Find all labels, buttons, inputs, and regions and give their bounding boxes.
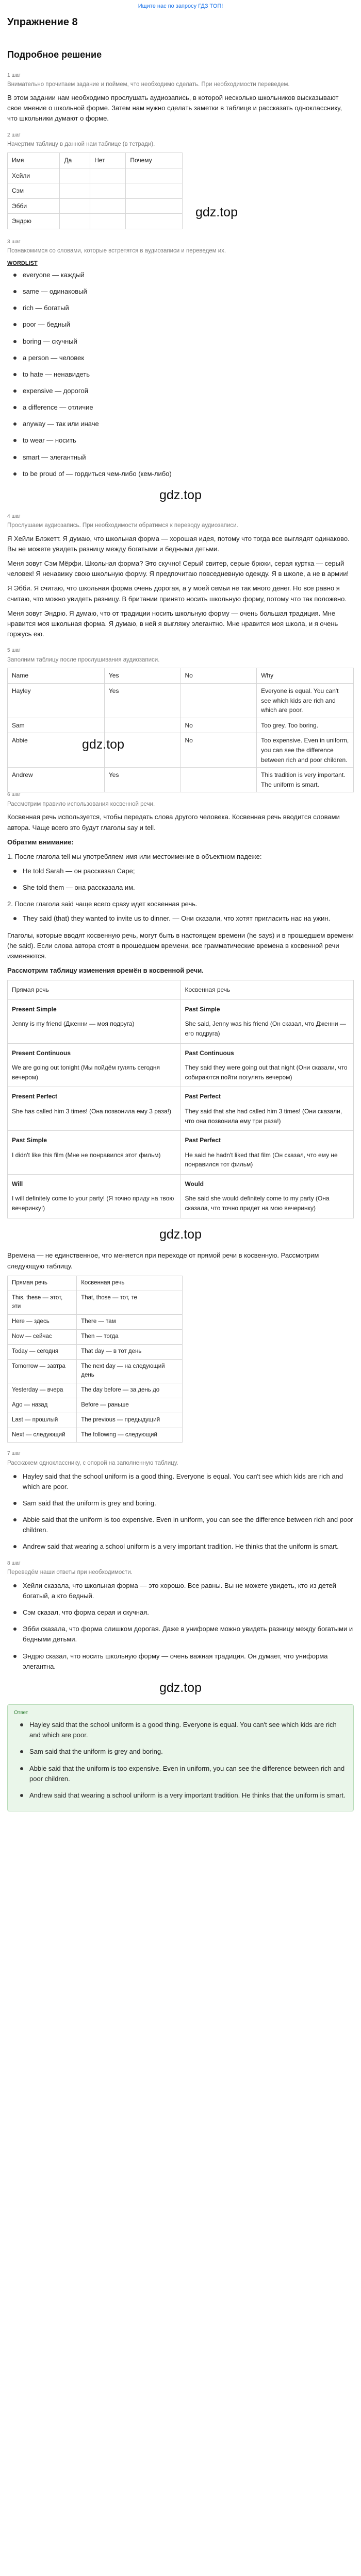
- answer-list: [14, 1720, 347, 1801]
- step-label: 3 шаг: [7, 239, 21, 245]
- paragraph: Времена — не единственное, что меняется при переходе от прямой речи в косвенную. Рассмотрим следующую таблицу.: [7, 1251, 319, 1270]
- table-cell: Yes: [104, 768, 180, 792]
- tense-table: [7, 980, 354, 1218]
- step-description: Расскажем однокласснику, с опорой на заполненную таблицу.: [7, 1460, 178, 1466]
- step-label: 1 шаг: [7, 72, 21, 78]
- table-header: No: [180, 668, 257, 684]
- example: She said, Jenny was his friend (Он сказал, что Дженни — его подруга): [185, 1020, 346, 1037]
- note-title: Обратим внимание:: [7, 838, 74, 846]
- page-subtitle: Подробное решение: [7, 49, 102, 60]
- wordlist-title: WORDLIST: [7, 260, 38, 266]
- table-cell: Next — следующий: [8, 1428, 77, 1443]
- tense-name: Present Simple: [12, 1005, 57, 1013]
- tense-name: Past Simple: [12, 1137, 47, 1144]
- watermark: gdz.top: [159, 487, 202, 502]
- list-item: expensive — дорогой: [13, 386, 354, 396]
- list-item: Hayley said that the school uniform is a good thing. Everyone is equal. You can't see which kids are rich and which are poor.: [13, 1471, 354, 1492]
- retell-list: [7, 1471, 354, 1552]
- tense-name: Present Perfect: [12, 1093, 58, 1100]
- list-item: to hate — ненавидеть: [13, 369, 354, 380]
- step-description: Прослушаем аудиозапись. При необходимости обратимся к переводу аудиозаписи.: [7, 522, 238, 529]
- table-row: [8, 1383, 183, 1398]
- table-cell: Too expensive. Even in uniform, you can see the difference between rich and poor children.: [257, 733, 354, 768]
- example: We are going out tonight (Мы пойдём гулять сегодня вечером): [12, 1064, 160, 1081]
- watermark: gdz.top: [195, 205, 238, 219]
- rule-1: 1. После глагола tell мы употребляем имя или местоимение в объектном падеже:: [7, 852, 262, 860]
- table-cell: The day before — за день до: [77, 1383, 183, 1398]
- step-label: 6 шаг: [7, 792, 21, 798]
- list-item: They said (that) they wanted to invite us to dinner. — Они сказали, что хотят пригласить нас на ужин.: [13, 913, 354, 924]
- table-cell: Andrew: [8, 768, 105, 792]
- step-6: [7, 791, 354, 976]
- table-cell: Yes: [104, 684, 180, 718]
- table-cell: No: [180, 733, 257, 768]
- list-item: Sam said that the uniform is grey and boring.: [13, 1498, 354, 1509]
- table-header: Why: [257, 668, 354, 684]
- table-header: Косвенная речь: [180, 980, 354, 1000]
- table-row: [8, 1359, 183, 1383]
- list-item: poor — бедный: [13, 319, 354, 330]
- step-1: [7, 72, 354, 124]
- rule-2: 2. После глагола said чаще всего сразу идет косвенная речь.: [7, 900, 198, 908]
- table-cell: Хейли: [8, 168, 60, 183]
- table-cell: Tomorrow — завтра: [8, 1359, 77, 1383]
- table-row: [8, 1344, 183, 1359]
- example: He said he hadn't liked that film (Он сказал, что ему не понравился тот фильм): [185, 1151, 338, 1168]
- table-cell: [180, 768, 257, 792]
- table-cell: There — там: [77, 1315, 183, 1330]
- table-row: [8, 718, 354, 733]
- example: She said she would definitely come to my party (Она сказала, что точно придет на мою вечеринку): [185, 1195, 330, 1212]
- table-header: Да: [60, 152, 90, 168]
- tense-name: Present Continuous: [12, 1049, 71, 1057]
- list-item: Andrew said that wearing a school uniform is a very important tradition. He thinks that the uniform is smart.: [13, 1541, 354, 1552]
- list-item: Andrew said that wearing a school uniform is a very important tradition. He thinks that the uniform is smart.: [20, 1790, 347, 1801]
- step-4: [7, 513, 354, 640]
- list-item: to wear — носить: [13, 435, 354, 446]
- table-row: [8, 1329, 183, 1344]
- list-item: He told Sarah — он рассказал Саре;: [13, 866, 354, 876]
- page-title: Упражнение 8: [7, 16, 78, 28]
- tense-name: Will: [12, 1180, 23, 1188]
- top-search-link[interactable]: Ищите нас по запросу ГДЗ ТОП!: [138, 3, 223, 9]
- table-cell: The next day — на следующий день: [77, 1359, 183, 1383]
- list-item: She told them — она рассказала им.: [13, 883, 354, 893]
- table-row: [8, 768, 354, 792]
- table-cell: Now — сейчас: [8, 1329, 77, 1344]
- table-row: [8, 1398, 183, 1413]
- table-cell: Сэм: [8, 183, 60, 199]
- table-cell: Here — здесь: [8, 1315, 77, 1330]
- table-row: [8, 1043, 354, 1087]
- example: She has called him 3 times! (Она позвонила ему 3 раза!): [12, 1107, 171, 1115]
- table-cell: The previous — предыдущий: [77, 1413, 183, 1428]
- step-8: [7, 1560, 354, 1672]
- table-cell: Abbie: [8, 733, 105, 768]
- table-cell: Today — сегодня: [8, 1344, 77, 1359]
- table-header: Прямая речь: [8, 980, 181, 1000]
- table-row: [8, 1174, 354, 1218]
- table-cell: Ago — назад: [8, 1398, 77, 1413]
- step-description: Переведём наши ответы при необходимости.: [7, 1569, 133, 1576]
- list-item: rich — богатый: [13, 303, 354, 313]
- paragraph: Меня зовут Сэм Мёрфи. Школьная форма? Это скучно! Серый свитер, серые брюки, серая куртка — серый человек! Я ненавижу свою школьную форму. Я предпочитаю повседневную одежду. Я в школе, а не в армии!: [7, 560, 349, 578]
- table-row: [8, 1413, 183, 1428]
- list-item: Hayley said that the school uniform is a good thing. Everyone is equal. You can't see which kids are rich and which are poor.: [20, 1720, 347, 1740]
- step-5: [7, 647, 354, 792]
- list-item: a difference — отличие: [13, 402, 354, 413]
- wordlist: [7, 270, 354, 479]
- conversion-table: [7, 1276, 183, 1443]
- step-label: 4 шаг: [7, 513, 21, 519]
- table-header: Yes: [104, 668, 180, 684]
- list-item: boring — скучный: [13, 336, 354, 347]
- paragraph: Меня зовут Эндрю. Я думаю, что от традиции носить школьную форму — очень большая традиция. Мне нравится моя школьная форма. Я думаю, в ней я выгляжу элегантно. Мне нравится моя школа, и я очень горжусь ею.: [7, 609, 338, 638]
- table-row: [8, 1428, 183, 1443]
- watermark: gdz.top: [159, 1227, 202, 1242]
- example: They said they were going out that night (Они сказали, что собираются пойти погулять вечером): [185, 1064, 348, 1081]
- rule-2-examples: [7, 913, 354, 924]
- table-title: Рассмотрим таблицу изменения времён в косвенной речи.: [7, 967, 204, 975]
- watermark: gdz.top: [81, 737, 124, 752]
- list-item: everyone — каждый: [13, 270, 354, 280]
- step-description: Начертим таблицу в данной нам таблице (в тетради).: [7, 141, 155, 148]
- table-cell: This tradition is very important. The uniform is smart.: [257, 768, 354, 792]
- table-cell: Then — тогда: [77, 1329, 183, 1344]
- list-item: smart — элегантный: [13, 452, 354, 463]
- tense-name: Past Perfect: [185, 1093, 221, 1100]
- list-item: a person — человек: [13, 353, 354, 363]
- table-cell: The following — следующий: [77, 1428, 183, 1443]
- step-description: Рассмотрим правило использования косвенной речи.: [7, 801, 155, 807]
- table-cell: Too grey. Too boring.: [257, 718, 354, 733]
- step-description: Внимательно прочитаем задание и поймем, что необходимо сделать. При необходимости переведем.: [7, 81, 290, 88]
- table-row: [8, 1131, 354, 1175]
- paragraph: Я Эбби. Я считаю, что школьная форма очень дорогая, а у моей семьи не так много денег. Но все равно я считаю, что можно увидеть разницу. В британии принято носить школьную форму, потому что так положено.: [7, 584, 347, 603]
- table-cell: That, those — тот, те: [77, 1291, 183, 1315]
- table-header: Нет: [90, 152, 126, 168]
- table-header: Косвенная речь: [77, 1276, 183, 1291]
- table-cell: Everyone is equal. You can't see which kids are rich and which are poor.: [257, 684, 354, 718]
- step-description: Познакомимся со словами, которые встретятся в аудиозаписи и переведем их.: [7, 248, 226, 255]
- table-header: Почему: [126, 152, 183, 168]
- table-row: [8, 999, 354, 1043]
- list-item: to be proud of — гордиться чем-либо (кем-либо): [13, 469, 354, 479]
- table-cell: No: [180, 718, 257, 733]
- translation-list: [7, 1581, 354, 1672]
- table-cell: Sam: [8, 718, 105, 733]
- list-item: Sam said that the uniform is grey and boring.: [20, 1747, 347, 1757]
- list-item: Abbie said that the uniform is too expensive. Even in uniform, you can see the difference between rich and poor children.: [13, 1515, 354, 1535]
- answer-label: Ответ: [14, 1709, 28, 1716]
- filled-table: [7, 668, 354, 792]
- rule-1-examples: [7, 866, 354, 893]
- table-cell: Before — раньше: [77, 1398, 183, 1413]
- table-header: Прямая речь: [8, 1276, 77, 1291]
- watermark: gdz.top: [159, 1680, 202, 1695]
- step-label: 5 шаг: [7, 648, 21, 654]
- table-cell: [104, 718, 180, 733]
- table-row: [8, 1291, 183, 1315]
- list-item: Хейли сказала, что школьная форма — это хорошо. Все равны. Вы не можете увидеть, кто из детей богатый, а кто бедный.: [13, 1581, 354, 1601]
- table-cell: Last — прошлый: [8, 1413, 77, 1428]
- list-item: Эбби сказала, что форма слишком дорогая. Даже в униформе можно увидеть разницу между богатыми и бедными детьми.: [13, 1624, 354, 1645]
- example: I will definitely come to your party! (Я точно приду на твою вечеринку!): [12, 1195, 174, 1212]
- table-cell: [180, 684, 257, 718]
- answer-box: [7, 1704, 354, 1811]
- table-row: [8, 1087, 354, 1131]
- step-label: 7 шаг: [7, 1451, 21, 1457]
- example: They said that she had called him 3 times! (Они сказали, что она позвонила ему три раза!): [185, 1107, 342, 1125]
- tense-name: Would: [185, 1180, 204, 1188]
- step-7: [7, 1450, 354, 1552]
- example: Jenny is my friend (Дженни — моя подруга): [12, 1020, 135, 1028]
- paragraph: Глаголы, которые вводят косвенную речь, могут быть в настоящем времени (he says) и в прошедшем времени (he said). Если слова автора стоят в прошедшем времени, все грамматические времена в косвенной речи изменяются.: [7, 931, 354, 960]
- table-cell: Yesterday — вчера: [8, 1383, 77, 1398]
- paragraph: Я Хейли Блэкетт. Я думаю, что школьная форма — хорошая идея, потому что тогда все выглядят одинаково. Вы не можете увидеть разницу между богатыми и бедными детьми.: [7, 534, 350, 553]
- tense-name: Past Continuous: [185, 1049, 234, 1057]
- list-item: Эндрю сказал, что носить школьную форму — очень важная традиция. Он думает, что униформа элегантна.: [13, 1651, 354, 1672]
- list-item: Сэм сказал, что форма серая и скучная.: [13, 1607, 354, 1618]
- table-header: Name: [8, 668, 105, 684]
- step-3: [7, 238, 354, 479]
- tense-name: Past Simple: [185, 1005, 220, 1013]
- paragraph: Косвенная речь используется, чтобы передать слова другого человека. Косвенная речь вводится словами автора. Чаще всего это будут глаголы say и tell.: [7, 813, 340, 832]
- example: I didn't like this film (Мне не понравился этот фильм): [12, 1151, 161, 1159]
- list-item: same — одинаковый: [13, 286, 354, 297]
- step-description: Заполним таблицу после прослушивания аудиозаписи.: [7, 656, 160, 663]
- table-cell: That day — в тот день: [77, 1344, 183, 1359]
- step-label: 8 шаг: [7, 1560, 21, 1566]
- list-item: anyway — так или иначе: [13, 419, 354, 429]
- table-row: [8, 684, 354, 718]
- table-cell: Эндрю: [8, 214, 60, 229]
- table-cell: Эбби: [8, 198, 60, 214]
- table-cell: Hayley: [8, 684, 105, 718]
- step-label: 2 шаг: [7, 132, 21, 138]
- table-row: [8, 1315, 183, 1330]
- list-item: Abbie said that the uniform is too expensive. Even in uniform, you can see the difference between rich and poor children.: [20, 1764, 347, 1784]
- table-header: Имя: [8, 152, 60, 168]
- table-cell: This, these — этот, эти: [8, 1291, 77, 1315]
- tense-name: Past Perfect: [185, 1137, 221, 1144]
- step-text: В этом задании нам необходимо прослушать аудиозапись, в которой несколько школьников высказывают свое мнение о школьной форме. Затем нам нужно сделать заметки в таблице и рассказать однокласснику, что школьники думают о форме.: [7, 94, 342, 123]
